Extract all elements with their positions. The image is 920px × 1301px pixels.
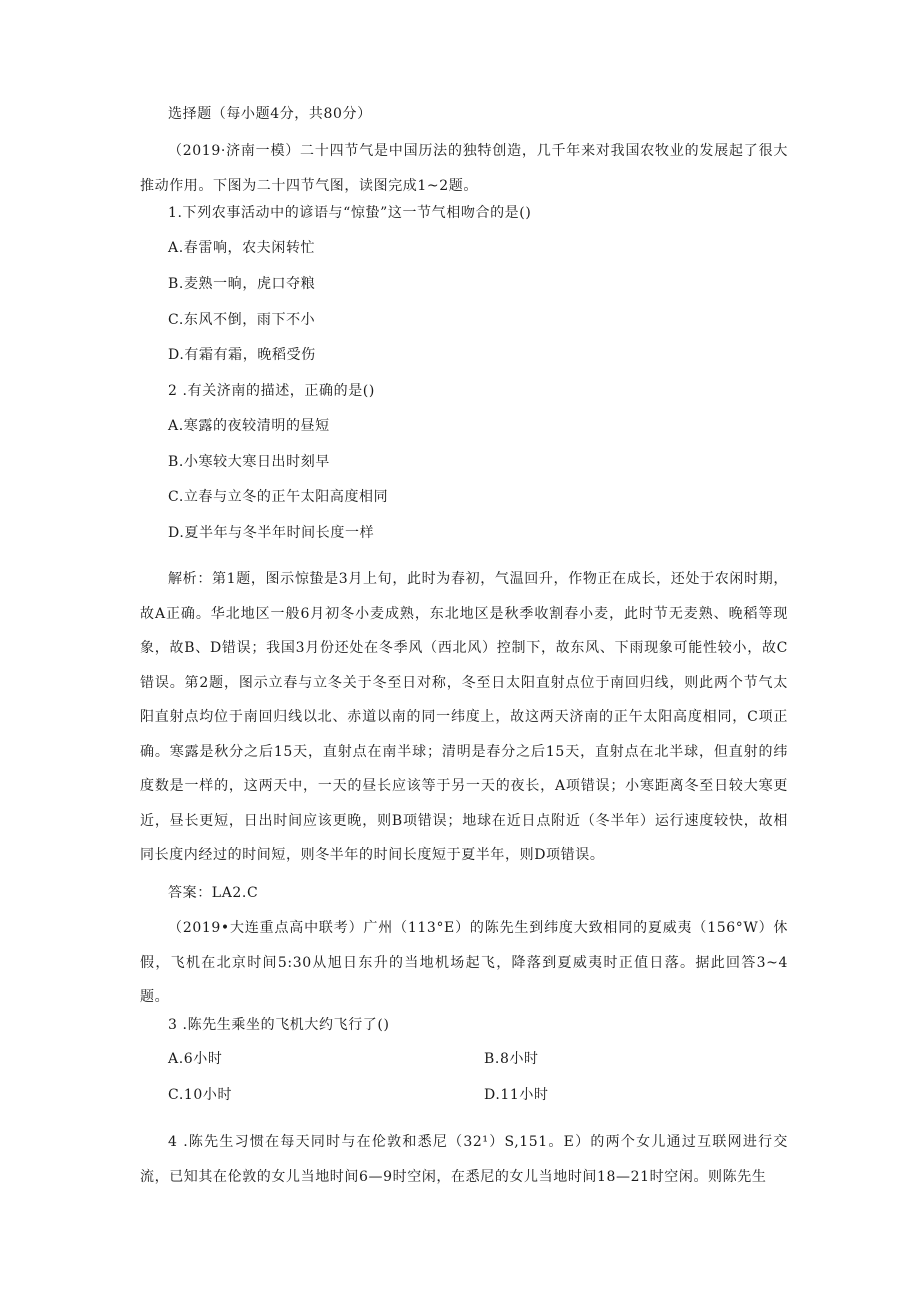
section-header: 选择题（每小题4分，共80分） (168, 106, 372, 122)
question-1-option-c: C.东风不倒，雨下不小 (168, 312, 316, 328)
question-1-stem: 1.下列农事活动中的谚语与“惊蛰”这一节气相吻合的是() (168, 205, 532, 221)
question-2-option-a: A.寒露的夜较清明的昼短 (168, 418, 330, 434)
passage-2: （2019•大连重点高中联考）广州（113°E）的陈先生到纬度大致相同的夏威夷（156°W）休假，飞机在北京时间5:30从旭日东升的当地机场起飞，降落到夏威夷时正值日落。据此回答3~4题。 (140, 920, 788, 1005)
question-2-option-b: B.小寒较大寒日出时刻早 (168, 454, 330, 470)
question-3-option-b: B.8小时 (484, 1051, 539, 1067)
question-2-option-c: C.立春与立冬的正午太阳高度相同 (168, 489, 389, 505)
question-3-stem: 3 .陈先生乘坐的飞机大约飞行了() (168, 1017, 390, 1033)
question-1-option-b: B.麦熟一晌，虎口夺粮 (168, 276, 316, 292)
question-2-stem: 2 .有关济南的描述，正确的是() (168, 383, 375, 399)
question-3-option-d: D.11小时 (484, 1087, 549, 1103)
analysis-text: 解析：第1题，图示惊蛰是3月上旬，此时为春初，气温回升，作物正在成长，还处于农闲时期，故A正确。华北地区一般6月初冬小麦成熟，东北地区是秋季收割春小麦，此时节无麦熟、晚稻等现象，故B、D错误；我国3月份还处在冬季风（西北风）控制下，故东风、下雨现象可能性较小，故C错误。第2题，图示立春与立冬关于冬至日对称，冬至日太阳直射点位于南回归线，则此两个节气太阳直射点均位于南回归线以北、赤道以南的同一纬度上，故这两天济南的正午太阳高度相同，C项正确。寒露是秋分之后15天，直射点在南半球；清明是春分之后15天，直射点在北半球，但直射的纬度数是一样的，这两天中，一天的昼长应该等于另一天的夜长，A项错误；小寒距离冬至日较大寒更近，昼长更短，日出时间应该更晚，则B项错误；地球在近日点附近（冬半年）运行速度较快，故相同长度内经过的时间短，则冬半年的时间长度短于夏半年，则D项错误。 (140, 571, 788, 863)
answer-text: 答案：LA2.C (168, 885, 259, 901)
question-1-option-d: D.有霜有霜，晚稻受伤 (168, 347, 316, 363)
question-4-stem: 4 .陈先生习惯在每天同时与在伦敦和悉尼（32¹）S,151。E）的两个女儿通过互联网进行交流，已知其在伦敦的女儿当地时间6—9时空闲，在悉尼的女儿当地时间18—21时空闲。则陈先生 (140, 1134, 788, 1185)
question-3-option-a: A.6小时 (168, 1051, 223, 1067)
question-2-option-d: D.夏半年与冬半年时间长度一样 (168, 525, 375, 541)
question-3-option-c: C.10小时 (168, 1087, 233, 1103)
passage-1: （2019·济南一模）二十四节气是中国历法的独特创造，几千年来对我国农牧业的发展起了很大推动作用。下图为二十四节气图，读图完成1~2题。 (140, 143, 788, 194)
question-1-option-a: A.春雷响，农夫闲转忙 (168, 240, 316, 256)
